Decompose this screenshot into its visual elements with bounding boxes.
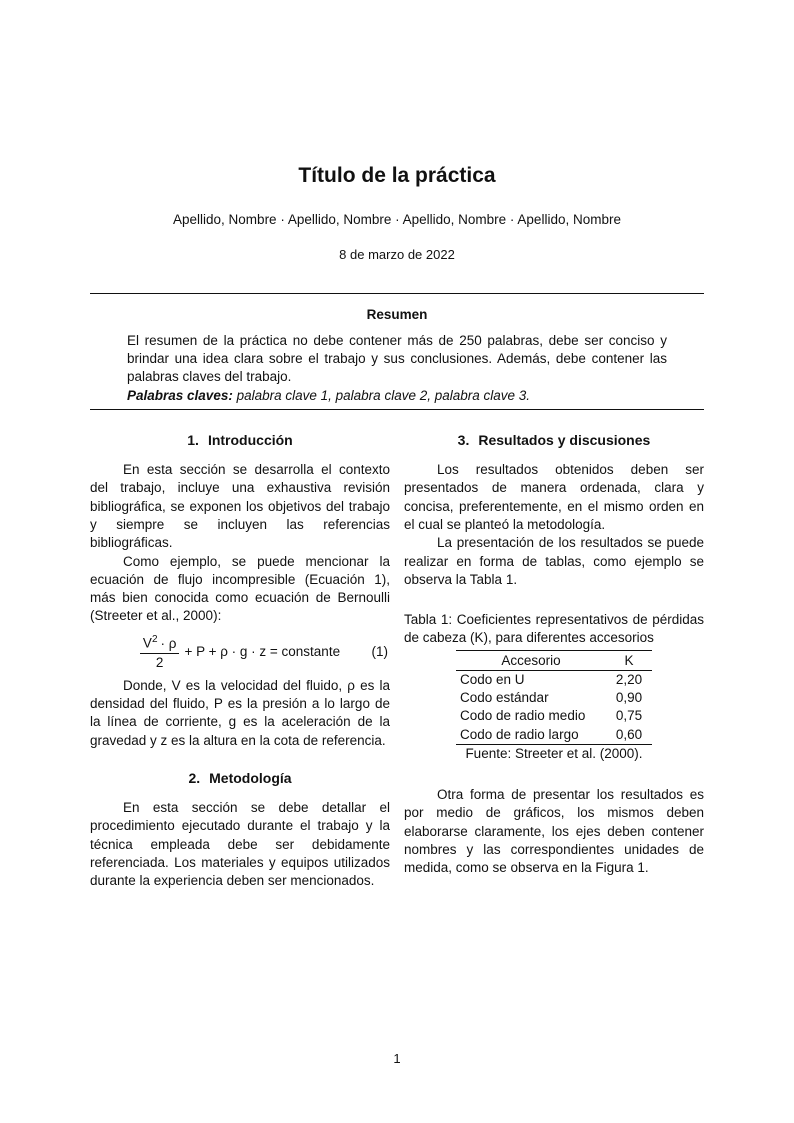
left-column xyxy=(90,431,390,890)
table-source: Fuente: Streeter et al. (2000). xyxy=(465,745,643,761)
metodologia-paragraph: En esta sección se debe detallar el procedimiento ejecutado durante el trabajo y la técnica empleada debe ser debidamente referenciada. Los materiales y equipos utilizados durante la experiencia deben ser mencionados. xyxy=(90,799,390,889)
section-number: 3. xyxy=(457,432,470,449)
date-line: 8 de marzo de 2022 xyxy=(339,247,455,263)
table-row xyxy=(456,689,652,707)
section-number: 2. xyxy=(188,769,201,786)
fraction-denominator: 2 xyxy=(140,653,180,672)
keywords-label: Palabras claves: xyxy=(127,387,233,403)
table-row xyxy=(456,707,652,725)
velocity-symbol: V xyxy=(142,635,152,651)
table-row xyxy=(456,726,652,745)
page-number: 1 xyxy=(393,1051,401,1066)
cell-accesorio: Codo en U xyxy=(460,671,525,687)
keywords-line xyxy=(127,387,667,405)
section-title: Introducción xyxy=(207,432,293,449)
abstract-heading: Resumen xyxy=(366,306,428,322)
table-caption: Tabla 1: Coeficientes representativos de pérdidas de cabeza (K), para diferentes accesorios xyxy=(404,612,704,646)
abstract-bottom-rule xyxy=(90,409,704,410)
section-title: Metodología xyxy=(209,769,292,786)
section-heading-resultados xyxy=(404,431,704,449)
bernoulli-equation xyxy=(90,631,390,673)
equation-explanation: Donde, V es la velocidad del fluido, ρ es la densidad del fluido, P es la presión a lo largo de la línea de corriente, g es la aceleración de la gravedad y z es la altura en la cota de referencia. xyxy=(90,677,390,748)
right-column xyxy=(404,431,704,890)
cell-accesorio: Codo de radio largo xyxy=(456,726,606,745)
cell-k: 0,60 xyxy=(606,726,652,745)
abstract-body xyxy=(90,332,704,405)
section-heading-metodologia xyxy=(90,769,390,787)
cell-accesorio: Codo de radio medio xyxy=(460,708,586,724)
cell-k: 2,20 xyxy=(615,671,643,687)
table-row xyxy=(456,670,652,689)
keywords-text: palabra clave 1, palabra clave 2, palabra clave 3. xyxy=(236,387,531,403)
intro-paragraph-2: Como ejemplo, se puede mencionar la ecuación de flujo incompresible (Ecuación 1), más bien conocida como ecuación de Bernoulli (Streeter et al., 2000): xyxy=(90,553,390,624)
abstract-top-rule xyxy=(90,293,704,294)
cell-k: 0,75 xyxy=(615,708,643,724)
resultados-paragraph-2: La presentación de los resultados se puede realizar en forma de tablas, como ejemplo se observa la Tabla 1. xyxy=(404,535,704,587)
table-body xyxy=(456,670,652,744)
authors-line: Apellido, Nombre · Apellido, Nombre · Apellido, Nombre · Apellido, Nombre xyxy=(173,212,621,227)
intro-paragraph-1: En esta sección se desarrolla el contexto del trabajo, incluye una exhaustiva revisión bibliográfica, se exponen los objetivos del trabajo y siempre se incluyen las referencias bibliográficas. xyxy=(90,462,390,551)
table-header-row xyxy=(456,650,652,670)
rho-term: · ρ xyxy=(160,635,177,651)
resultados-paragraph-3: Otra forma de presentar los resultados es por medio de gráficos, los mismos deben elaborarse claramente, los ejes deben contener nombres y las correspondientes unidades de medida, como se observa en la Figura 1. xyxy=(404,786,704,876)
fraction-numerator xyxy=(140,631,180,653)
equation-fraction xyxy=(140,631,180,672)
cell-k: 0,90 xyxy=(615,690,643,706)
document-title: Título de la práctica xyxy=(298,164,496,187)
section-heading-introduccion xyxy=(90,431,390,449)
coefficients-table xyxy=(456,650,652,745)
exponent: 2 xyxy=(151,634,158,646)
cell-accesorio: Codo estándar xyxy=(460,690,549,706)
table-head xyxy=(456,650,652,670)
column-header-accesorio: Accesorio xyxy=(456,650,606,670)
equation-body: + P + ρ · g · z = constante xyxy=(184,643,341,659)
abstract-text: El resumen de la práctica no debe contener más de 250 palabras, debe ser conciso y brindar una idea clara sobre el trabajo y sus conclusiones. Además, debe contener las palabras claves del trabajo. xyxy=(127,332,667,385)
section-title: Resultados y discusiones xyxy=(478,432,651,449)
two-column-body xyxy=(90,431,704,890)
resultados-paragraph-1: Los resultados obtenidos deben ser presentados de manera ordenada, clara y concisa, preferentemente, en el mismo orden en el cual se planteó la metodología. xyxy=(404,462,704,532)
equation-number: (1) xyxy=(371,643,388,659)
column-header-k: K xyxy=(606,650,652,670)
section-number: 1. xyxy=(187,432,199,449)
